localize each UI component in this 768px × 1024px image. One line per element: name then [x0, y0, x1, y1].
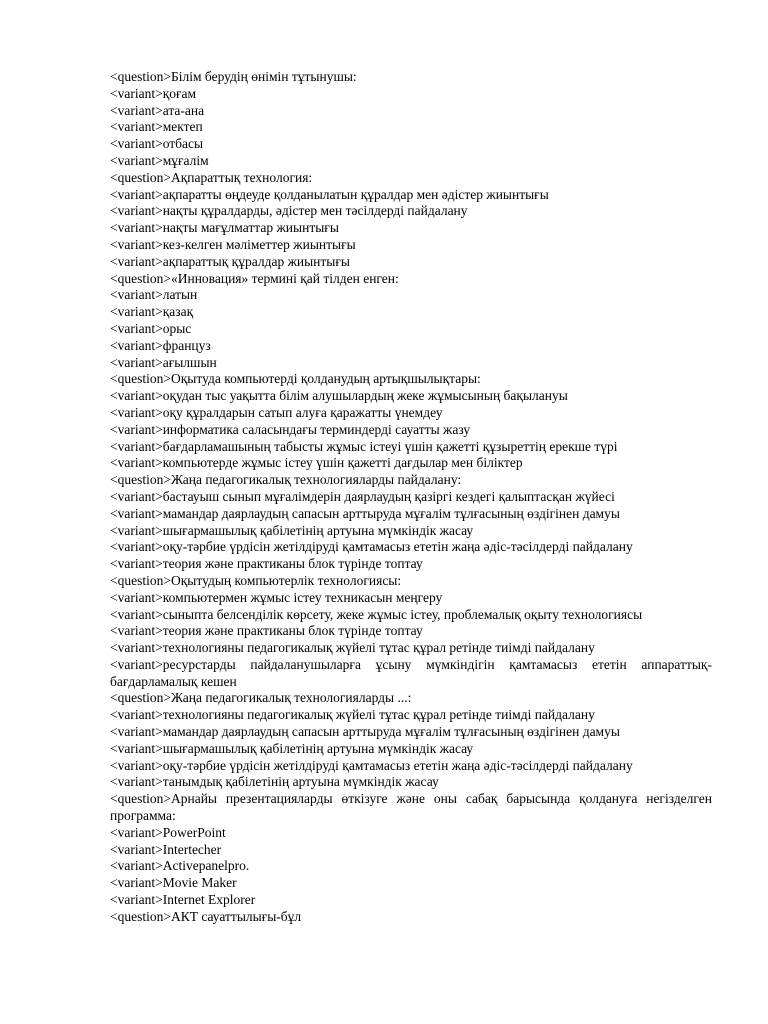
variant-line: <variant>оқудан тыс уақытта білім алушылардың жеке жұмысының бақылануы	[110, 388, 568, 404]
variant-line: <variant>нақты мағұлматтар жиынтығы	[110, 220, 339, 236]
question-line: <question>Білім берудің өнімін тұтынушы:	[110, 69, 357, 84]
variant-line: <variant>мұғалім	[110, 152, 209, 168]
variant-line: <variant>мектеп	[110, 119, 203, 135]
variant-line: <variant>француз	[110, 337, 211, 353]
variant-line: <variant>сыныпта белсенділік көрсету, жеке жұмыс істеу, проблемалық оқыту технологиясы	[110, 606, 643, 622]
variant-line: <variant>технологияны педагогикалық жүйелі тұтас құрал ретінде тиімді пайдалану	[110, 640, 595, 656]
variant-line: <variant>мамандар даярлаудың сапасын арттыруда мұғалім тұлғасының өздігінен дамуы	[110, 724, 620, 740]
variant-line: <variant>бағдарламашының табысты жұмыс істеуі үшін қажетті құзыреттің ерекше түрі	[110, 438, 618, 454]
variant-line: <variant>қазақ	[110, 304, 194, 320]
variant-line: <variant>технологияны педагогикалық жүйелі тұтас құрал ретінде тиімді пайдалану	[110, 707, 595, 723]
question-line: <question>Арнайы презентацияларды өткізуге және оны сабақ барысында қолдануға негізделген программа:	[110, 791, 712, 824]
variant-line: <variant>нақты құралдарды, әдістер мен тәсілдерді пайдалану	[110, 203, 468, 219]
variant-line: <variant>кез-келген мәліметтер жиынтығы	[110, 236, 356, 252]
question-line: <question>«Инновация» термині қай тілден енген:	[110, 270, 399, 286]
variant-line: <variant>ақпараттық құралдар жиынтығы	[110, 253, 350, 269]
variant-line: <variant>компьютерде жұмыс істеу үшін қажетті дағдылар мен біліктер	[110, 455, 523, 471]
variant-line: <variant>ата-ана	[110, 102, 205, 118]
variant-line: <variant>оқу-тәрбие үрдісін жетілдіруді қамтамасыз ететін жаңа әдіс-тәсілдерді пайдалану	[110, 539, 633, 555]
question-line: <question>Оқытуда компьютерді қолданудың артықшылықтары:	[110, 371, 481, 387]
variant-line: <variant>ресурстарды пайдаланушыларға ұсыну мүмкіндігін қамтамасыз ететін аппараттық-бағдарламалық кешен	[110, 656, 712, 689]
variant-line: <variant>PowerPoint	[110, 824, 226, 840]
variant-line: <variant>Activepanelpro.	[110, 858, 250, 874]
document-body	[110, 69, 712, 926]
variant-line: <variant>оқу-тәрбие үрдісін жетілдіруді қамтамасыз ететін жаңа әдіс-тәсілдерді пайдалану	[110, 757, 633, 773]
question-line: <question>Ақпараттық технология:	[110, 169, 313, 185]
question-line: <question>Оқытудың компьютерлік технологиясы:	[110, 572, 402, 588]
variant-line: <variant>теория және практиканы блок түрінде топтау	[110, 556, 423, 572]
variant-line: <variant>шығармашылық қабілетінің артуына мүмкіндік жасау	[110, 522, 474, 538]
variant-line: <variant>мамандар даярлаудың сапасын арттыруда мұғалім тұлғасының өздігінен дамуы	[110, 505, 620, 521]
variant-line: <variant>отбасы	[110, 136, 204, 152]
variant-line: <variant>қоғам	[110, 85, 197, 101]
variant-line: <variant>Internet Explorer	[110, 892, 256, 908]
variant-line: <variant>теория және практиканы блок түрінде топтау	[110, 623, 423, 639]
variant-line: <variant>Intertecher	[110, 841, 222, 857]
variant-line: <variant>ағылшын	[110, 354, 217, 370]
question-line: <question>АКТ сауаттылығы-бұл	[110, 908, 302, 924]
variant-line: <variant>компьютермен жұмыс істеу техникасын меңгеру	[110, 589, 443, 605]
variant-line: <variant>танымдық қабілетінің артуына мүмкіндік жасау	[110, 774, 439, 790]
variant-line: <variant>Movie Maker	[110, 875, 237, 891]
variant-line: <variant>орыс	[110, 320, 192, 336]
variant-line: <variant>ақпаратты өңдеуде қолданылатын құралдар мен әдістер жиынтығы	[110, 186, 549, 202]
variant-line: <variant>бастауыш сынып мұғалімдерін даярлаудың қазіргі кездегі қалыптасқан жүйесі	[110, 488, 615, 504]
variant-line: <variant>оқу құралдарын сатып алуға қаражатты үнемдеу	[110, 404, 443, 420]
variant-line: <variant>информатика саласындағы терминдерді сауатты жазу	[110, 421, 471, 437]
variant-line: <variant>шығармашылық қабілетінің артуына мүмкіндік жасау	[110, 740, 474, 756]
question-line: <question>Жаңа педагогикалық технологияларды пайдалану:	[110, 472, 462, 488]
question-line: <question>Жаңа педагогикалық технологияларды ...:	[110, 690, 412, 706]
variant-line: <variant>латын	[110, 287, 198, 303]
